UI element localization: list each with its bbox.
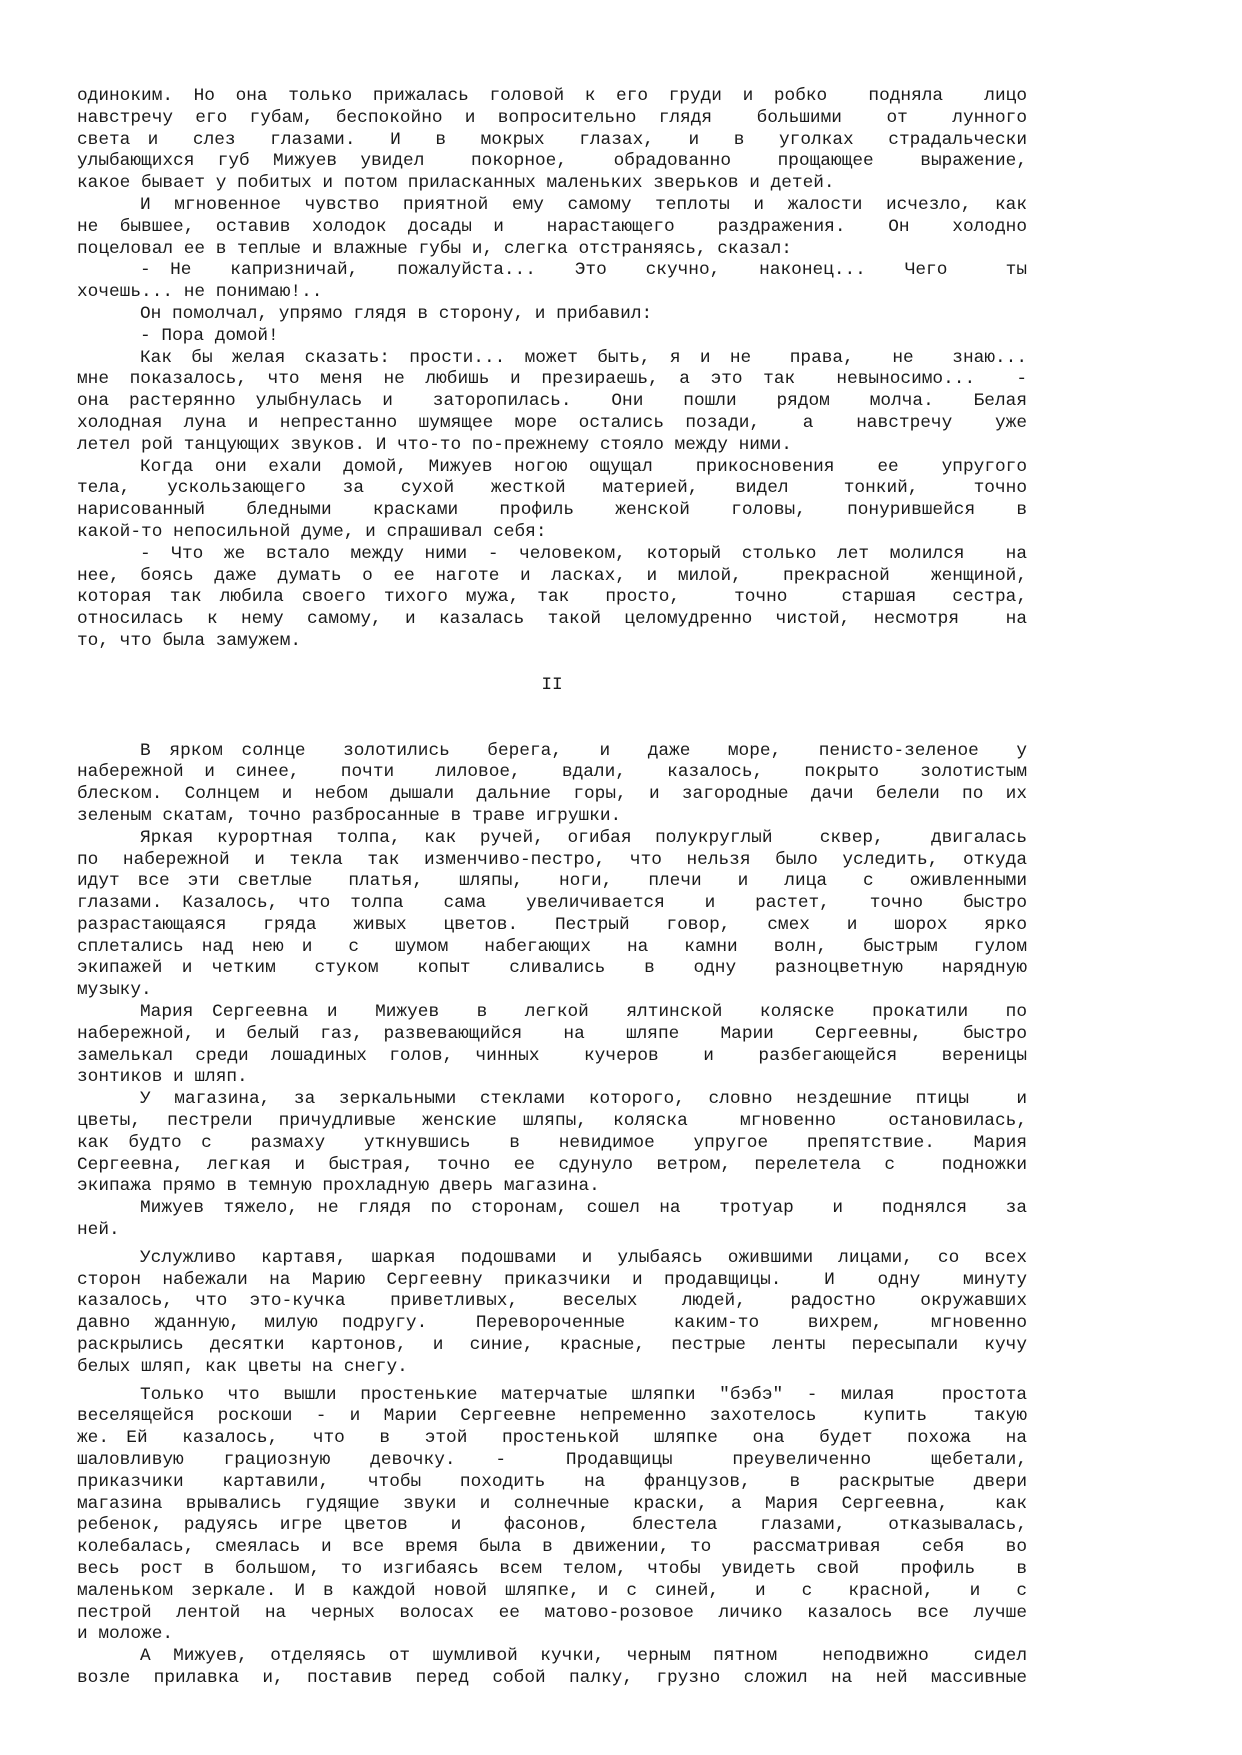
text-line: пестрой лентой на черных волосах ее матово-розовое личико казалось все лучше xyxy=(77,1602,1027,1623)
text-line: И мгновенное чувство приятной ему самому теплоты и жалости исчезло, как xyxy=(140,194,1027,215)
text-line: возле прилавка и, поставив перед собой палку, грузно сложил на ней массивные xyxy=(77,1667,1027,1688)
text-line: она растерянно улыбнулась и заторопилась. Они пошли рядом молча. Белая xyxy=(77,391,1027,412)
text-line: замелькал среди лошадиных голов, чинных кучеров и разбегающейся вереницы xyxy=(77,1045,1027,1066)
text-line: - Что же встало между ними - человеком, который столько лет молился на xyxy=(140,543,1027,564)
text-line: Он помолчал, упрямо глядя в сторону, и прибавил: xyxy=(140,303,653,324)
text-line: холодная луна и непрестанно шумящее море остались позади, а навстречу уже xyxy=(77,412,1027,433)
text-line: то, что была замужем. xyxy=(77,630,302,651)
paragraph xyxy=(77,741,1027,828)
text-line: нее, боясь даже думать о ее наготе и ласках, и милой, прекрасной женщиной, xyxy=(77,565,1027,586)
text-line: не бывшее, оставив холодок досады и нарастающего раздражения. Он холодно xyxy=(77,216,1027,237)
document-page xyxy=(77,86,1027,1690)
chapter-heading: II xyxy=(541,674,563,695)
text-line: - Пора домой! xyxy=(140,325,279,346)
text-line: какой-то непосильной думе, и спрашивал себя: xyxy=(77,521,547,542)
text-line: казалось, что это-кучка приветливых, веселых людей, радостно окружавших xyxy=(77,1291,1027,1312)
text-line: идут все эти светлые платья, шляпы, ноги, плечи и лица с оживленными xyxy=(77,871,1027,892)
paragraph xyxy=(77,260,1027,304)
text-line: относилась к нему самому, и казалась такой целомудренно чистой, несмотря на xyxy=(77,609,1027,630)
text-line: тела, ускользающего за сухой жесткой материей, видел тонкий, точно xyxy=(77,478,1027,499)
text-line: поцеловал ее в теплые и влажные губы и, слегка отстраняясь, сказал: xyxy=(77,238,792,259)
text-line: Мария Сергеевна и Мижуев в легкой ялтинской коляске прокатили по xyxy=(140,1002,1027,1023)
text-line: какое бывает у побитых и потом приласканных маленьких зверьков и детей. xyxy=(77,173,835,194)
text-line: приказчики картавили, чтобы походить на французов, в раскрытые двери xyxy=(77,1471,1027,1492)
text-line: У магазина, за зеркальными стеклами которого, словно нездешние птицы и xyxy=(140,1089,1027,1110)
text-line: Только что вышли простенькие матерчатые шляпки "бэбэ" - милая простота xyxy=(140,1384,1027,1405)
paragraph xyxy=(77,1385,1027,1647)
text-line: улыбающихся губ Мижуев увидел покорное, обрадованно прощающее выражение, xyxy=(77,151,1027,172)
paragraph xyxy=(77,348,1027,457)
text-line: зеленым скатам, точно разбросанные в траве игрушки. xyxy=(77,805,622,826)
text-line: ней. xyxy=(77,1220,120,1241)
paragraph xyxy=(77,326,1027,348)
text-line: экипажа прямо в темную прохладную дверь магазина. xyxy=(77,1176,600,1197)
text-line: глазами. Казалось, что толпа сама увеличивается и растет, точно быстро xyxy=(77,893,1027,914)
text-line: одиноким. Но она только прижалась головой к его груди и робко подняла лицо xyxy=(77,86,1027,106)
text-section-before xyxy=(77,86,1027,653)
text-line: сплетались над нею и с шумом набегающих на камни волн, быстрым гулом xyxy=(77,936,1027,957)
text-line: Сергеевна, легкая и быстрая, точно ее сдунуло ветром, перелетела с подножки xyxy=(77,1154,1027,1175)
text-line: - Не капризничай, пожалуйста... Это скучно, наконец... Чего ты xyxy=(140,260,1027,281)
text-line: магазина врывались гудящие звуки и солнечные краски, а Мария Сергеевна, как xyxy=(77,1493,1027,1514)
text-line: Как бы желая сказать: прости... может быть, я и не права, не знаю... xyxy=(140,347,1027,368)
paragraph xyxy=(77,828,1027,1002)
text-line: В ярком солнце золотились берега, и даже море, пенисто-зеленое у xyxy=(140,740,1027,761)
paragraph xyxy=(77,1002,1027,1089)
text-line: белых шляп, как цветы на снегу. xyxy=(77,1356,408,1377)
text-line: же. Ей казалось, что в этой простенькой шляпке она будет похожа на xyxy=(77,1428,1027,1449)
text-line: давно жданную, милую подругу. Перевороченные каким-то вихрем, мгновенно xyxy=(77,1313,1027,1334)
paragraph xyxy=(77,457,1027,544)
text-line: веселящейся роскоши - и Марии Сергеевне непременно захотелось купить такую xyxy=(77,1406,1027,1427)
text-line: блеском. Солнцем и небом дышали дальние горы, и загородные дачи белели по их xyxy=(77,784,1027,805)
paragraph xyxy=(77,1089,1027,1198)
paragraph xyxy=(77,86,1027,195)
text-line: раскрылись десятки картонов, и синие, красные, пестрые ленты пересыпали кучу xyxy=(77,1335,1027,1356)
text-line: Когда они ехали домой, Мижуев ногою ощущал прикосновения ее упругого xyxy=(140,456,1027,477)
text-line: ребенок, радуясь игре цветов и фасонов, блестела глазами, отказывалась, xyxy=(77,1515,1027,1536)
text-line: которая так любила своего тихого мужа, так просто, точно старшая сестра, xyxy=(77,587,1027,608)
paragraph xyxy=(77,304,1027,326)
text-line: сторон набежали на Марию Сергеевну приказчики и продавщицы. И одну минуту xyxy=(77,1269,1027,1290)
text-line: Услужливо картавя, шаркая подошвами и улыбаясь ожившими лицами, со всех xyxy=(140,1247,1027,1268)
text-line: света и слез глазами. И в мокрых глазах, и в уголках страдальчески xyxy=(77,129,1027,150)
text-line: весь рост в большом, то изгибаясь всем телом, чтобы увидеть свой профиль в xyxy=(77,1559,1027,1579)
text-line: мне показалось, что меня не любишь и презираешь, а это так невыносимо... - xyxy=(77,369,1027,390)
text-line: экипажей и четким стуком копыт сливались в одну разноцветную нарядную xyxy=(77,958,1027,979)
text-line: набережной и синее, почти лиловое, вдали, казалось, покрыто золотистым xyxy=(77,762,1027,783)
text-line: Яркая курортная толпа, как ручей, огибая полукруглый сквер, двигалась xyxy=(140,827,1027,848)
paragraph xyxy=(77,1248,1027,1379)
text-line: маленьком зеркале. И в каждой новой шляпке, и с синей, и с красной, и с xyxy=(77,1580,1027,1601)
text-line: хочешь... не понимаю!.. xyxy=(77,282,323,303)
text-line: шаловливую грациозную девочку. - Продавщицы преувеличенно щебетали, xyxy=(77,1450,1027,1471)
paragraph xyxy=(77,1198,1027,1242)
text-line: Мижуев тяжело, не глядя по сторонам, сошел на тротуар и поднялся за xyxy=(140,1198,1027,1219)
text-line: зонтиков и шляп. xyxy=(77,1067,248,1088)
text-line: цветы, пестрели причудливые женские шляпы, коляска мгновенно остановилась, xyxy=(77,1111,1027,1132)
paragraph xyxy=(77,1646,1027,1690)
text-line: колебалась, смеялась и все время была в движении, то рассматривая себя во xyxy=(77,1537,1027,1558)
text-line: А Мижуев, отделяясь от шумливой кучки, черным пятном неподвижно сидел xyxy=(140,1646,1027,1667)
text-section-after xyxy=(77,741,1027,1690)
paragraph xyxy=(77,544,1027,653)
text-line: навстречу его губам, беспокойно и вопросительно глядя большими от лунного xyxy=(77,107,1027,128)
text-line: как будто с размаху уткнувшись в невидимое упругое препятствие. Мария xyxy=(77,1132,1027,1153)
text-line: по набережной и текла так изменчиво-пестро, что нельзя было уследить, откуда xyxy=(77,849,1027,870)
text-line: музыку. xyxy=(77,980,152,1001)
text-line: набережной, и белый газ, развевающийся на шляпе Марии Сергеевны, быстро xyxy=(77,1023,1027,1044)
text-line: и моложе. xyxy=(77,1624,174,1645)
text-line: разрастающаяся гряда живых цветов. Пестрый говор, смех и шорох ярко xyxy=(77,914,1027,935)
paragraph xyxy=(77,195,1027,260)
text-line: нарисованный бледными красками профиль женской головы, понурившейся в xyxy=(77,500,1027,521)
text-line: летел рой танцующих звуков. И что-то по-прежнему стояло между ними. xyxy=(77,434,792,455)
